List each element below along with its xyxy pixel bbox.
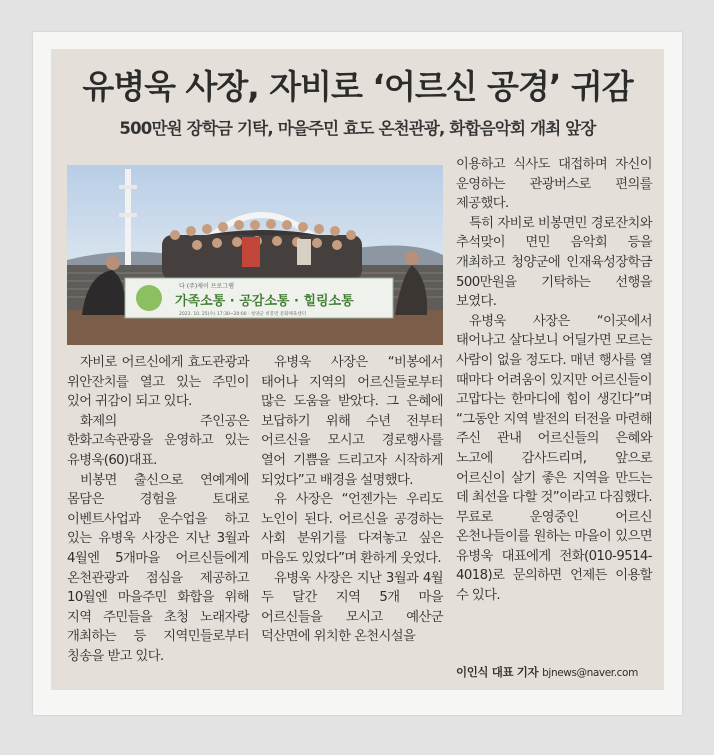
article-column-3 (456, 155, 652, 606)
reporter-name: 이인식 대표 기자 (456, 665, 539, 679)
article-clipping (51, 49, 664, 690)
article-column-1 (67, 353, 249, 667)
banner-main-text: 가족소통 · 공감소통 · 힐링소통 (175, 294, 354, 309)
banner-top-text: 다 (주)제이 프로그램 (179, 283, 234, 290)
paragraph: 유 사장은 “언젠가는 우리도 노인이 된다. 어르신을 공경하는 사회 분위기를 다져놓고 싶은 마음도 있었다”며 환하게 웃었다. (261, 492, 443, 566)
headline: 유병욱 사장, 자비로 ‘어르신 공경’ 귀감 (82, 67, 633, 106)
banner-logo-icon (136, 285, 162, 311)
banner-small-text: 2023. 10. 25(수) 17:30~20:00 · 청양군 비봉면 문화체육센터 (179, 312, 306, 317)
paragraph: 비봉면 출신으로 연예계에 몸담은 경험을 토대로 이벤트사업과 운수업을 하고 있는 유병욱 사장은 지난 3월과 4월엔 5개마을 어르신들에게 온천관광과 점심을 제공하고 10월엔 마을주민 화합을 위해 지역 주민들을 초청 노래자랑 개최하는 등 지역민들로부터 칭송을 받고 있다. (67, 472, 249, 664)
paragraph: 자비로 어르신에게 효도관광과 위안잔치를 열고 있는 주민이 있어 귀감이 되고 있다. (67, 355, 249, 410)
paragraph: 특히 자비로 비봉면민 경로잔치와 추석맞이 면민 음악회 등을 개최하고 청양군에 인재육성장학금 500만원을 기탁하는 선행을 보였다. (456, 215, 652, 310)
article-column-2 (261, 353, 443, 647)
group-photo-illustration (67, 165, 443, 345)
paragraph: 유병욱 사장은 지난 3월과 4월 두 달간 지역 5개 마을 어르신들을 모시고 예산군 덕산면에 위치한 온천시설을 (261, 570, 443, 645)
reporter-email: bjnews@naver.com (542, 667, 638, 679)
paragraph: 유병욱 사장은 “비봉에서 태어나 지역의 어르신들로부터 많은 도움을 받았다. 그 은혜에 보답하기 위해 수년 전부터 어르신을 모시고 경로행사를 열어 기쁨을 드리고자 시작하게 되었다”고 배경을 설명했다. (261, 355, 443, 488)
paragraph: 유병욱 사장은 “이곳에서 태어나고 살다보니 어딜가면 모르는 사람이 없을 정도다. 매년 행사를 열 때마다 어려움이 있지만 어르신들이 고맙다는 한마디에 힘이 생긴다”며 “그동안 지역 발전의 터전을 마련해 주신 관내 어르신들의 은혜와 노고에 감사드리며, 앞으로 어르신이 살기 좋은 지역을 만드는 데 최선을 다할 것”이라고 다짐했다. 무료로 운영중인 어르신 온천나들이를 원하는 마을이 있으면 유병욱 대표에게 전화(010-9514-4018)로 문의하면 언제든 이용할 수 있다. (456, 313, 652, 604)
subheadline: 500만원 장학금 기탁, 마을주민 효도 온천관광, 화합음악회 개최 앞장 (119, 119, 596, 138)
article-photo (67, 165, 443, 345)
paragraph: 이용하고 식사도 대접하며 자신이 운영하는 관광버스로 편의를 제공했다. (456, 157, 652, 212)
byline (456, 664, 661, 680)
paragraph: 화제의 주인공은 한화고속관광을 운영하고 있는 유병욱(60)대표. (67, 413, 249, 468)
